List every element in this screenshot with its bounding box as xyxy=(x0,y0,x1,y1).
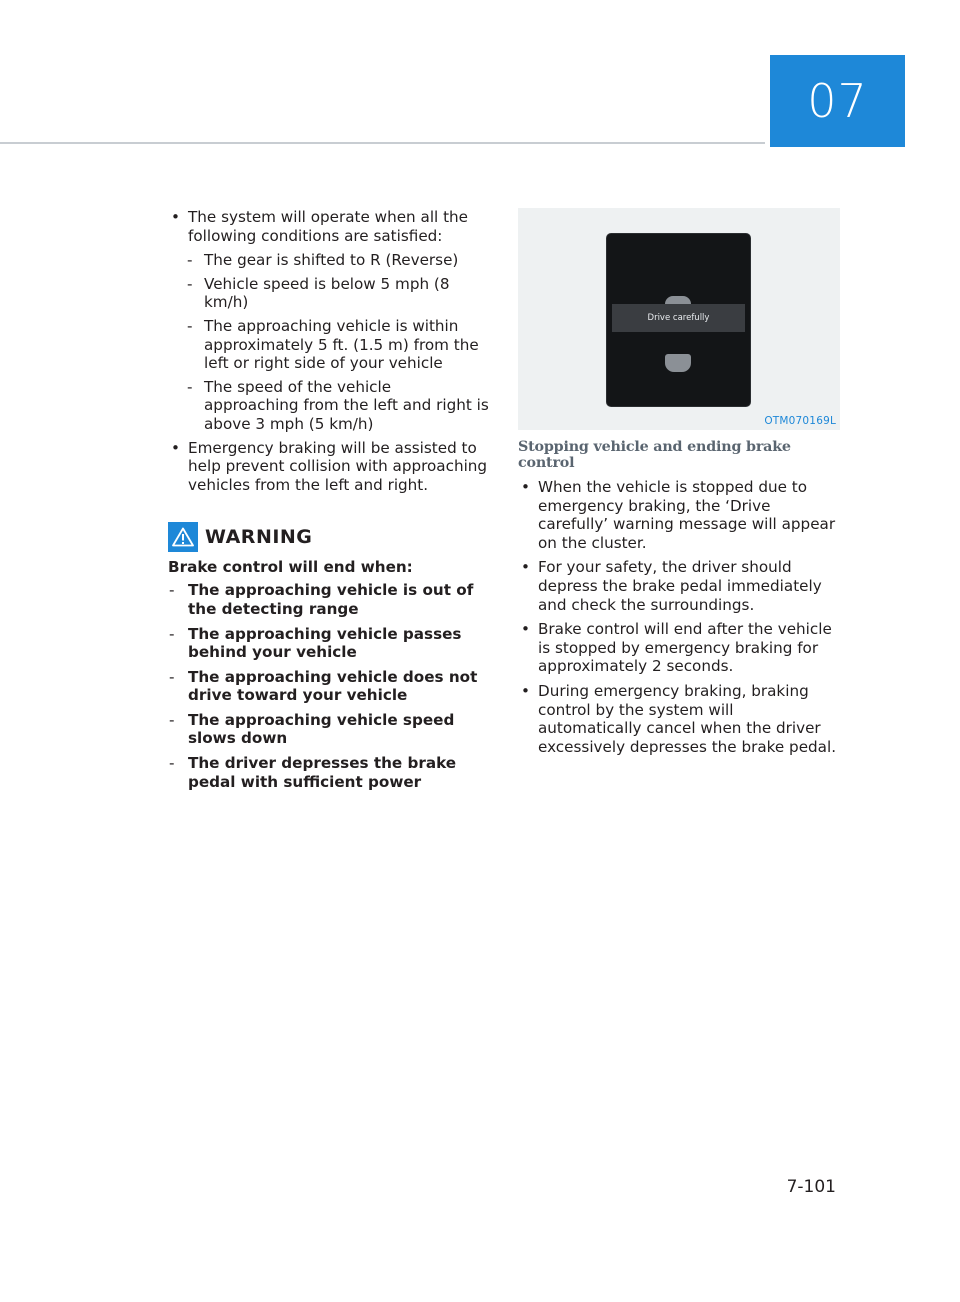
right-column xyxy=(518,208,840,762)
stop-bullet: • When the vehicle is stopped due to emergency braking, the ‘Drive carefully’ warning message will appear on the cluster. xyxy=(518,478,840,552)
condition-subitem: - The speed of the vehicle approaching from the left and right is above 3 mph (5 km/h) xyxy=(168,378,490,434)
figure-code: OTM070169L xyxy=(764,415,836,427)
warning-triangle-icon xyxy=(168,522,198,552)
page-number: 7-101 xyxy=(786,1177,836,1197)
assist-bullet: • Emergency braking will be assisted to help prevent collision with approaching vehicles from the left and right. xyxy=(168,439,490,495)
warning-item: - The approaching vehicle speed slows down xyxy=(168,711,490,748)
warning-item: - The approaching vehicle does not drive toward your vehicle xyxy=(168,668,490,705)
header-rule xyxy=(0,142,765,144)
rear-car-icon xyxy=(665,354,691,372)
section-title: Stopping vehicle and ending brake control xyxy=(518,439,791,471)
condition-subitem: - Vehicle speed is below 5 mph (8 km/h) xyxy=(168,275,490,312)
warning-box xyxy=(168,522,490,791)
condition-subitem: - The approaching vehicle is within approximately 5 ft. (1.5 m) from the left or right side of your vehicle xyxy=(168,317,490,373)
stop-bullet: • During emergency braking, braking control by the system will automatically cancel when the driver excessively depresses the brake pedal. xyxy=(518,682,840,756)
warning-item: - The approaching vehicle is out of the detecting range xyxy=(168,581,490,618)
condition-bullet: • The system will operate when all the following conditions are satisfied: xyxy=(168,208,490,245)
stop-bullet: • Brake control will end after the vehicle is stopped by emergency braking for approximately 2 seconds. xyxy=(518,620,840,676)
warning-item: - The driver depresses the brake pedal with sufficient power xyxy=(168,754,490,791)
drive-carefully-message: Drive carefully xyxy=(612,304,745,332)
cluster-figure xyxy=(518,208,840,430)
chapter-number: 07 xyxy=(807,74,868,128)
cluster-screen xyxy=(607,234,750,406)
warning-item: - The approaching vehicle passes behind your vehicle xyxy=(168,625,490,662)
warning-header xyxy=(168,522,490,552)
condition-subitem: - The gear is shifted to R (Reverse) xyxy=(168,251,490,270)
warning-title: WARNING xyxy=(205,526,313,549)
chapter-tab xyxy=(770,55,905,147)
stop-bullet: • For your safety, the driver should depress the brake pedal immediately and check the surroundings. xyxy=(518,558,840,614)
left-column xyxy=(168,208,490,797)
warning-lead: Brake control will end when: xyxy=(168,558,413,577)
